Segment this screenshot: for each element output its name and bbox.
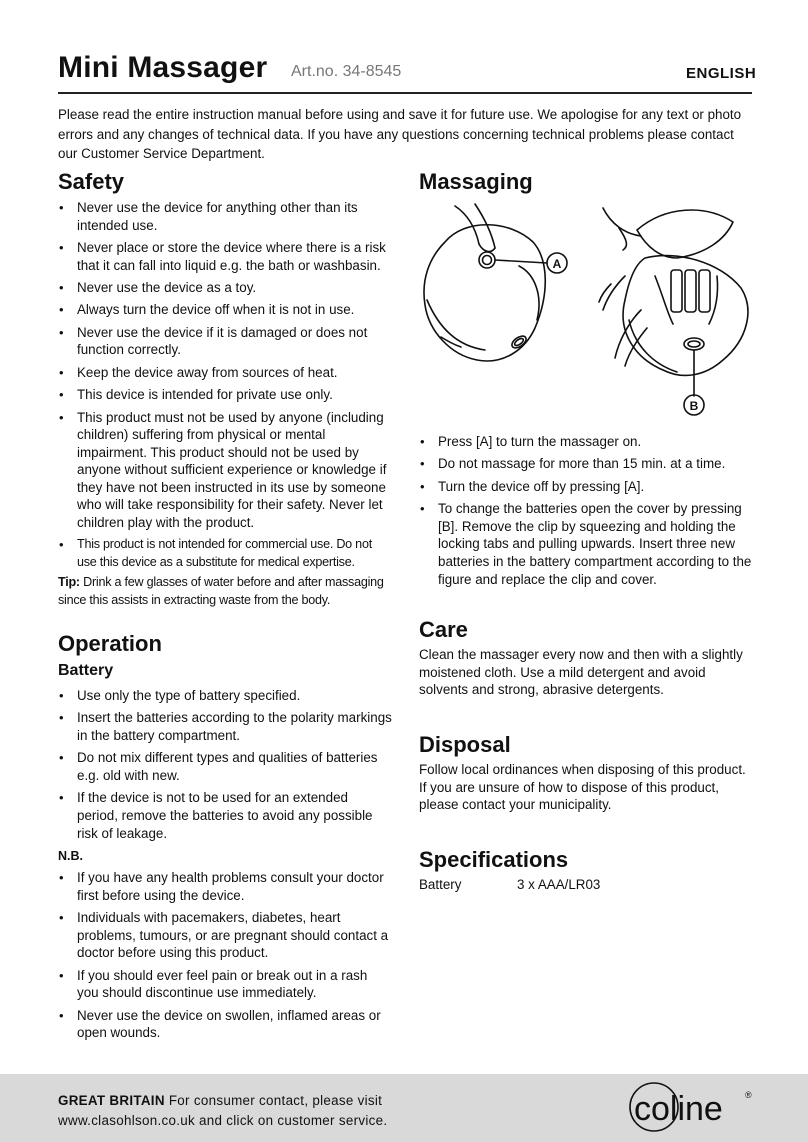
logo-registered-mark: ® bbox=[745, 1090, 752, 1100]
list-item: • This device is intended for private use only. bbox=[58, 386, 392, 404]
list-item: • This product is not intended for commercial use. Do not use this device as a substitute for medical expertise. bbox=[58, 536, 392, 571]
list-item: • Keep the device away from sources of heat. bbox=[58, 364, 392, 382]
nb-list bbox=[58, 869, 392, 1047]
care-heading: Care bbox=[419, 617, 468, 642]
list-item: • Insert the batteries according to the polarity markings in the battery compartment. bbox=[58, 709, 392, 744]
article-number: Art.no. 34-8545 bbox=[291, 63, 402, 80]
page-title: Mini Massager bbox=[58, 51, 268, 84]
header-divider bbox=[58, 92, 752, 94]
list-item: • Never use the device on swollen, inflamed areas or open wounds. bbox=[58, 1007, 392, 1042]
list-item: • Do not massage for more than 15 min. at a time. bbox=[419, 455, 753, 473]
language-label: ENGLISH bbox=[686, 65, 757, 82]
massaging-list bbox=[419, 433, 753, 593]
specifications-heading: Specifications bbox=[419, 847, 569, 872]
care-paragraph: Clean the massager every now and then with a slightly moistened cloth. Use a mild detergent and avoid solvents and strong, abrasive detergents. bbox=[419, 647, 743, 698]
disposal-paragraph: Follow local ordinances when disposing of this product. If you are unsure of how to dispose of this product, please contact your municipality. bbox=[419, 762, 746, 813]
power-button-a bbox=[479, 252, 495, 268]
spec-label: Battery bbox=[419, 877, 462, 892]
massager-body-outline bbox=[424, 225, 545, 361]
footer-country: GREAT BRITAIN bbox=[58, 1093, 165, 1108]
disposal-heading: Disposal bbox=[419, 732, 511, 757]
tip-paragraph bbox=[58, 574, 392, 609]
list-item: • Never use the device as a toy. bbox=[58, 279, 392, 297]
callout-b-label: B bbox=[689, 399, 699, 413]
list-item: • To change the batteries open the cover by pressing [B]. Remove the clip by squeezing and holding the locking tabs and pulling upwards. Insert three new batteries in the battery compartment according to the figure and replace the clip and cover. bbox=[419, 500, 753, 588]
safety-heading: Safety bbox=[58, 169, 125, 194]
footer-contact bbox=[58, 1091, 387, 1131]
list-item: • If you have any health problems consult your doctor first before using the device. bbox=[58, 869, 392, 904]
tip-label: Tip: bbox=[58, 575, 80, 589]
intro-paragraph: Please read the entire instruction manual before using and save it for future use. We apologise for any text or photo errors and any changes of technical data. If you have any questions concerning technical problems please contact our Customer Service Department. bbox=[58, 107, 742, 161]
spec-row-battery bbox=[419, 877, 600, 892]
list-item: • Individuals with pacemakers, diabetes, heart problems, tumours, or are pregnant should contact a doctor before using this product. bbox=[58, 909, 392, 962]
tip-text: Drink a few glasses of water before and after massaging since this assists in extracting waste from the body. bbox=[58, 575, 384, 607]
footer-line1: For consumer contact, please visit bbox=[164, 1093, 383, 1108]
list-item: • Press [A] to turn the massager on. bbox=[419, 433, 753, 451]
list-item: • Never use the device for anything other than its intended use. bbox=[58, 199, 392, 234]
battery-list bbox=[58, 687, 392, 847]
massaging-heading: Massaging bbox=[419, 169, 533, 194]
massager-illustration bbox=[415, 200, 760, 422]
callout-a-label: A bbox=[552, 257, 562, 271]
operation-heading: Operation bbox=[58, 631, 162, 656]
battery-heading: Battery bbox=[58, 662, 114, 679]
safety-list bbox=[58, 199, 392, 576]
list-item: • This product must not be used by anyone (including children) suffering from physical or mental impairment. This product should not be used by anyone without sufficient experience or knowledge if they have not been instructed in its use by someone who will take responsibility for their safety. Never let children play with the product. bbox=[58, 409, 392, 532]
list-item: • Do not mix different types and qualities of batteries e.g. old with new. bbox=[58, 749, 392, 784]
logo-text: coline bbox=[634, 1090, 723, 1128]
list-item: • Always turn the device off when it is not in use. bbox=[58, 301, 392, 319]
list-item: • If the device is not to be used for an extended period, remove the batteries to avoid any possible risk of leakage. bbox=[58, 789, 392, 842]
coline-logo bbox=[628, 1080, 758, 1136]
list-item: • Never use the device if it is damaged or does not function correctly. bbox=[58, 324, 392, 359]
nb-label: N.B. bbox=[58, 849, 83, 863]
release-button-b bbox=[684, 338, 704, 350]
footer-line2: www.clasohlson.co.uk and click on customer service. bbox=[58, 1113, 388, 1128]
list-item: • Turn the device off by pressing [A]. bbox=[419, 478, 753, 496]
list-item: • Use only the type of battery specified. bbox=[58, 687, 392, 705]
list-item: • If you should ever feel pain or break out in a rash you should discontinue use immediately. bbox=[58, 967, 392, 1002]
list-item: • Never place or store the device where there is a risk that it can fall into liquid e.g. the bath or washbasin. bbox=[58, 239, 392, 274]
spec-value: 3 x AAA/LR03 bbox=[517, 877, 601, 892]
